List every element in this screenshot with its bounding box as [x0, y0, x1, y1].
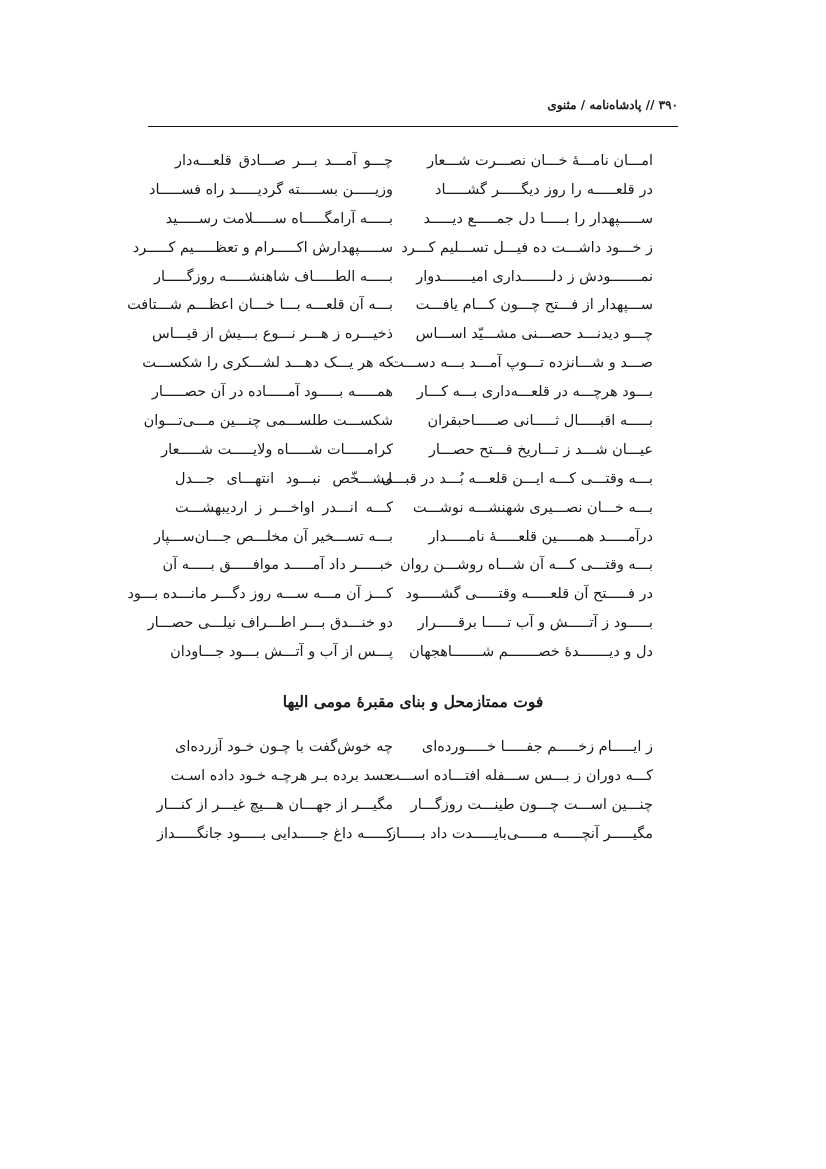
hemistich-first: امـــان نامـــهٔ خـــان نصـــرت شـــعار [427, 153, 653, 169]
hemistich-second: پـــس از آب و آتـــش بـــود جـــاودان [170, 644, 393, 661]
hemistich-second: خبـــــر داد آمـــــد موافـــــق بـــــه آن [162, 557, 393, 574]
hemistich-second: دو خنـــدق بـــر اطـــراف نیلـــی حصـــار [147, 615, 393, 632]
hemistich-second: وزیـــــن بســـــته گردیـــــد راه فســـــاد [149, 181, 393, 198]
hemistich-second: کـــــه داغ جـــــدایی بـــــود جانگـــــداز [157, 825, 393, 842]
hemistich-first: در فـــــتح آن قلعـــــه وقتـــــی گشـــــود [405, 586, 653, 603]
verse-row [142, 349, 653, 378]
verse-row [175, 494, 653, 523]
verse-row [175, 465, 653, 494]
verse-block-bottom [156, 733, 653, 849]
verse-row [153, 523, 653, 552]
hemistich-second: بـــــه آرامگـــــاه ســـــلامت رســـــید [165, 210, 393, 227]
hemistich-first: مگیـــــر آنچـــــه مـــــی‌بایـــــدت داد بـــــاز [389, 825, 653, 842]
section-heading: فوت ممتازمحل و بنای مقبرهٔ مومی الیها [282, 692, 544, 711]
hemistich-first: درآمـــــد همـــــین قلعـــــهٔ نامـــــدار [428, 528, 653, 545]
verse-row [151, 378, 653, 407]
hemistich-second: کـــه انـــدر اواخـــر ز اردیبهشـــت [175, 499, 393, 516]
hemistich-second: مشـــخّص نبـــود انتهـــای جـــدل [175, 470, 393, 487]
hemistich-first: بـــــه اقبـــــال ثـــــانی صـــــاحبقران [427, 413, 653, 430]
running-head: ۳۹۰ // پادشاه‌نامه / مثنوی [547, 98, 678, 112]
hemistich-first: چنـــین اســـت چـــون طینـــت روزگـــار [410, 796, 653, 813]
verse-row [170, 638, 653, 667]
hemistich-first: کـــه دوران ز بـــس ســـفله افتـــاده اســـت [386, 767, 653, 784]
verse-row [127, 291, 653, 320]
hemistich-second: همـــــه بـــــود آمـــــاده در آن حصـــــار [151, 384, 393, 401]
hemistich-first: بـــه وقتـــی کـــه ایـــن قلعـــه بُـــد در قبـــل [381, 470, 653, 487]
hemistich-first: نمـــــــودش ز دلـــــــداری امیـــــــدوار [416, 268, 653, 285]
hemistich-second: ذخیـــره ز هـــر نـــوع بـــیش از قیـــاس [152, 326, 393, 343]
hemistich-second: بـــه آن قلعـــه بـــا خـــان اعظـــم شـــتافت [127, 297, 393, 314]
verse-row [161, 436, 653, 465]
verse-row [175, 733, 653, 762]
hemistich-second: بـــه تســـخیر آن مخلـــص جـــان‌ســـپار [153, 528, 393, 545]
hemistich-first: ز ایـــــام زخـــــم جفـــــا خـــــورده‌ای [421, 739, 653, 755]
hemistich-second: ســـــپهدارش اکـــــرام و تعظـــــیم کـــــرد [132, 239, 393, 256]
hemistich-second: که هر یـــک دهـــد لشـــکری را شکســـت [142, 355, 393, 372]
verse-row [149, 176, 653, 205]
hemistich-second: شکســـت طلســـمی چنـــین مـــی‌تـــوان [143, 413, 393, 430]
hemistich-first: صـــد و شـــانزده تـــوپ آمـــد بـــه دســـت [390, 355, 653, 372]
hemistich-first: بـــود هرچـــه در قلعـــه‌داری بـــه کـــار [416, 384, 653, 401]
hemistich-first: ســـــپهدار را بـــــا دل جمـــــع دیـــــد [423, 210, 653, 227]
verse-row [175, 147, 653, 176]
hemistich-second: بـــــه الطـــــاف شاهنشـــــه روزگـــــار [153, 268, 393, 285]
hemistich-first: چـــو دیدنـــد حصـــنی مشـــیّد اســـاس [415, 326, 653, 343]
verse-row [170, 762, 653, 791]
verse-row [156, 791, 653, 820]
verse-row [157, 820, 653, 849]
hemistich-first: بـــه خـــان نصـــیری شهنشـــه نوشـــت [412, 499, 653, 516]
hemistich-second: کـــز آن مـــه ســـه روز دگـــر مانـــده بـــود [127, 586, 393, 603]
hemistich-second: چـــو آمـــد بـــر صـــادق قلعـــه‌دار [175, 153, 393, 169]
verse-row [153, 263, 653, 292]
hemistich-first: بـــــود ز آتـــــش و آب تـــــا برقـــــرار [417, 615, 653, 632]
verse-row [165, 205, 653, 234]
hemistich-first: در قلعـــــه را روز دیگـــــر گشـــــاد [435, 181, 653, 198]
hemistich-second: مگیـــر از جهـــان هـــیچ غیـــر از کنـــار [156, 796, 393, 813]
hemistich-first: ســـپهدار از فـــتح چـــون کـــام یافـــت [415, 297, 653, 314]
verse-row [147, 609, 653, 638]
hemistich-second: کرامـــــات شـــــاه ولایـــــت شـــــعار [161, 441, 393, 458]
hemistich-first: دل و دیـــــــدهٔ خصـــــــم شـــــــاهجهان [409, 644, 653, 661]
verse-block-top [127, 147, 653, 667]
header-rule [148, 126, 678, 127]
hemistich-first: عیـــان شـــد ز تـــاریخ فـــتح حصـــار [428, 441, 653, 458]
hemistich-second: چه خوش‌گفت با چـون خـود آزرده‌ای [175, 739, 393, 755]
hemistich-first: ز خـــود داشـــت ده فیـــل تســـلیم کـــرد [401, 239, 653, 256]
verse-row [132, 234, 653, 263]
verse-row [152, 320, 653, 349]
verse-row [127, 580, 653, 609]
verse-row [143, 407, 653, 436]
hemistich-second: حسد برده بـر هرچـه خـود داده اسـت [170, 767, 393, 784]
hemistich-first: بـــه وقتـــی کـــه آن شـــاه روشـــن روان [400, 557, 653, 574]
verse-row [162, 551, 653, 580]
